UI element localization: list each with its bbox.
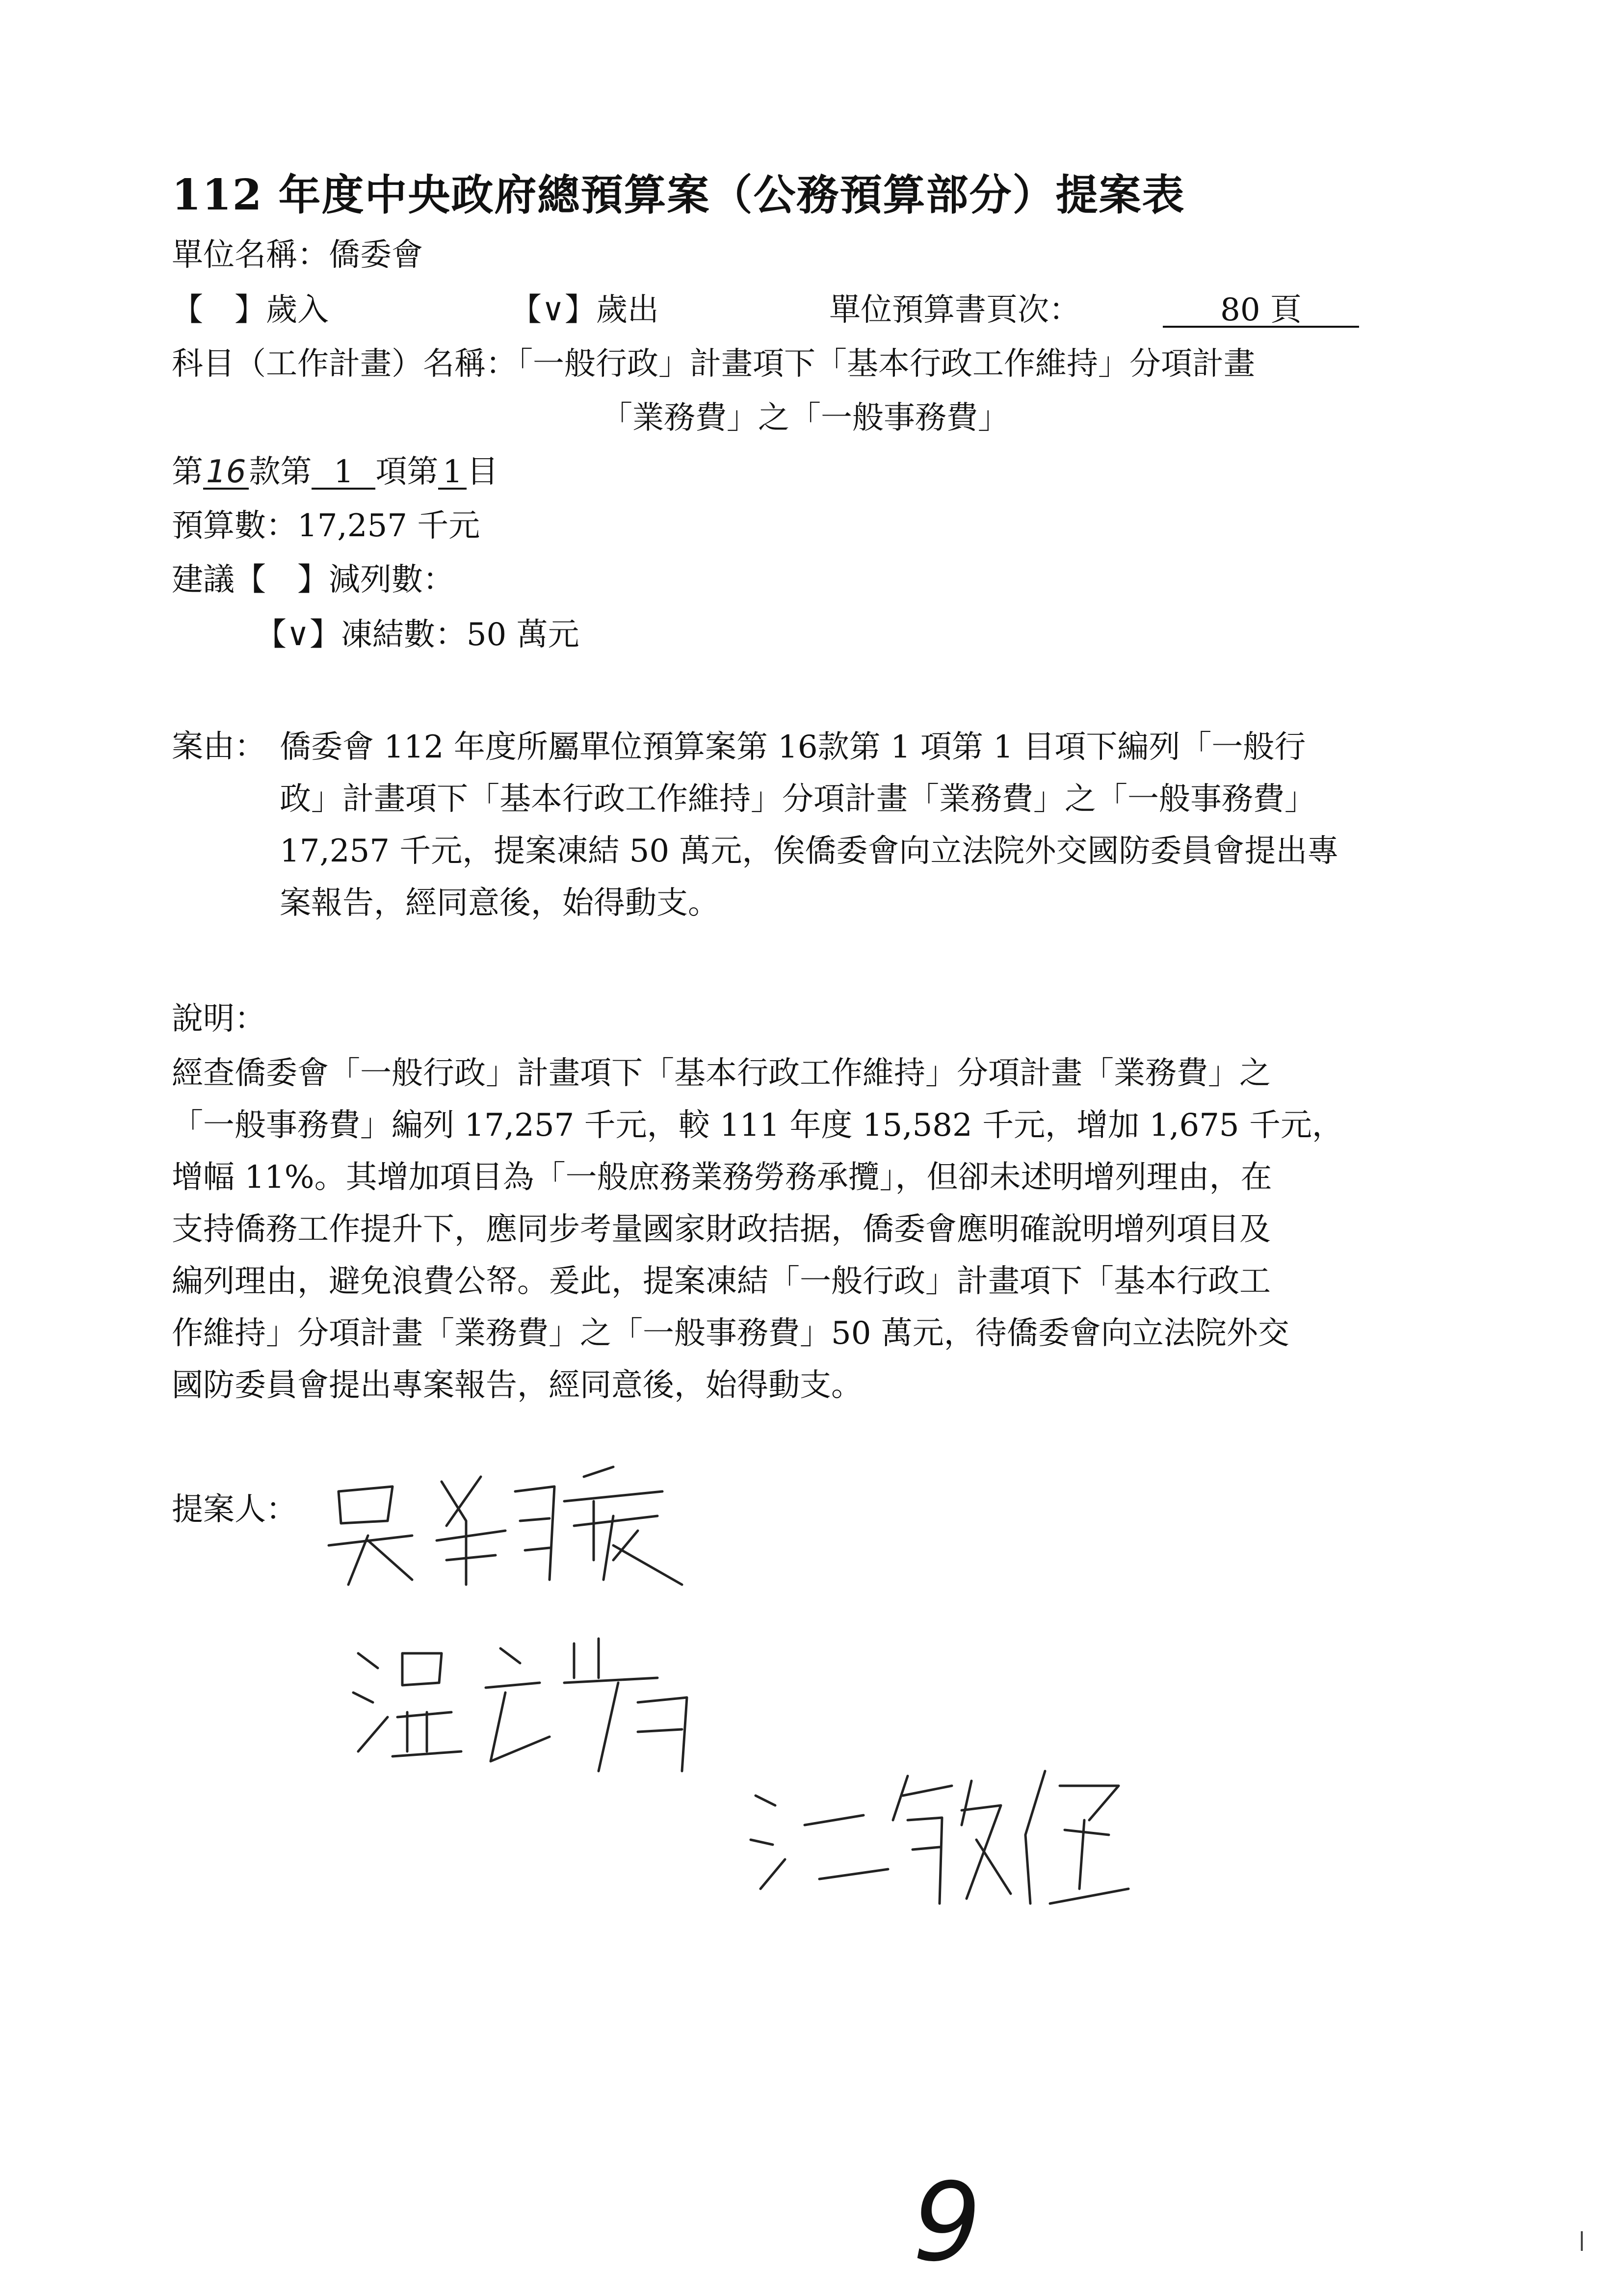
explanation-line: 編列理由，避免浪費公帑。爰此，提案凍結「一般行政」計畫項下「基本行政工 — [172, 1263, 1271, 1300]
page-number: 9 — [913, 2160, 981, 2285]
signature-2-strokes — [343, 1634, 716, 1781]
budget-amount: 預算數：17,257 千元 — [172, 508, 480, 544]
case-line: 案報告，經同意後，始得動支。 — [280, 885, 719, 921]
case-line: 僑委會 112 年度所屬單位預算案第 16款第 1 項第 1 目項下編列「一般行 — [280, 729, 1306, 765]
case-line: 政」計畫項下「基本行政工作維持」分項計畫「業務費」之「一般事務費」 — [280, 781, 1316, 817]
budget-page-label: 單位預算書頁次： — [829, 292, 1080, 328]
explanation-body — [172, 1047, 1343, 1411]
explanation-line: 經查僑委會「一般行政」計畫項下「基本行政工作維持」分項計畫「業務費」之 — [172, 1055, 1271, 1092]
explanation-line: 增幅 11%。其增加項目為「一般庶務業務勞務承攬」，但卻未述明增列理由，在 — [172, 1159, 1272, 1196]
signature-3 — [746, 1766, 1138, 1913]
signature-2 — [343, 1634, 716, 1781]
subject-line-1: 科目（工作計畫）名稱：「一般行政」計畫項下「基本行政工作維持」分項計畫 — [172, 346, 1255, 382]
case-body — [280, 721, 1338, 929]
explanation-label: 說明： — [172, 1001, 266, 1037]
document-title: 112 年度中央政府總預算案（公務預算部分）提案表 — [172, 170, 1185, 220]
kuan-label: 款第 — [249, 454, 312, 490]
reduction-suggestion: 建議【 】減列數： — [172, 562, 454, 598]
budget-page-value — [1163, 294, 1359, 328]
mu-label: 目 — [467, 454, 498, 490]
kuan-number: 16 — [203, 456, 249, 490]
expenditure-checkbox-label: 【∨】歲出 — [510, 292, 659, 328]
unit-name: 單位名稱：僑委會 — [172, 237, 423, 273]
explanation-line: 國防委員會提出專案報告，經同意後，始得動支。 — [172, 1367, 863, 1404]
item-prefix: 第 — [172, 454, 203, 490]
explanation-line: 作維持」分項計畫「業務費」之「一般事務費」50 萬元，待僑委會向立法院外交 — [172, 1315, 1289, 1352]
xiang-label: 項第 — [375, 454, 439, 490]
xiang-number: 1 — [312, 456, 375, 490]
revenue-checkbox-label: 【 】歲入 — [172, 292, 329, 328]
signature-1-strokes — [319, 1462, 702, 1594]
subject-line-2: 「業務費」之「一般事務費」 — [601, 400, 1009, 436]
explanation-line: 「一般事務費」編列 17,257 千元，較 111 年度 15,582 千元，增加 1,675 千元， — [172, 1107, 1343, 1144]
explanation-line: 支持僑務工作提升下，應同步考量國家財政拮据，僑委會應明確說明增列項目及 — [172, 1211, 1271, 1248]
case-label: 案由： — [172, 729, 266, 765]
item-code-line — [172, 456, 498, 490]
budget-page-number: 80 頁 — [1163, 294, 1359, 328]
proposer-label: 提案人： — [172, 1491, 297, 1528]
case-line: 17,257 千元，提案凍結 50 萬元，俟僑委會向立法院外交國防委員會提出專 — [280, 833, 1339, 869]
margin-mark — [1581, 2231, 1583, 2251]
signature-3-strokes — [746, 1766, 1138, 1913]
mu-number: 1 — [438, 456, 467, 490]
signature-1 — [319, 1462, 702, 1594]
freeze-amount: 【∨】凍結數：50 萬元 — [255, 617, 579, 653]
